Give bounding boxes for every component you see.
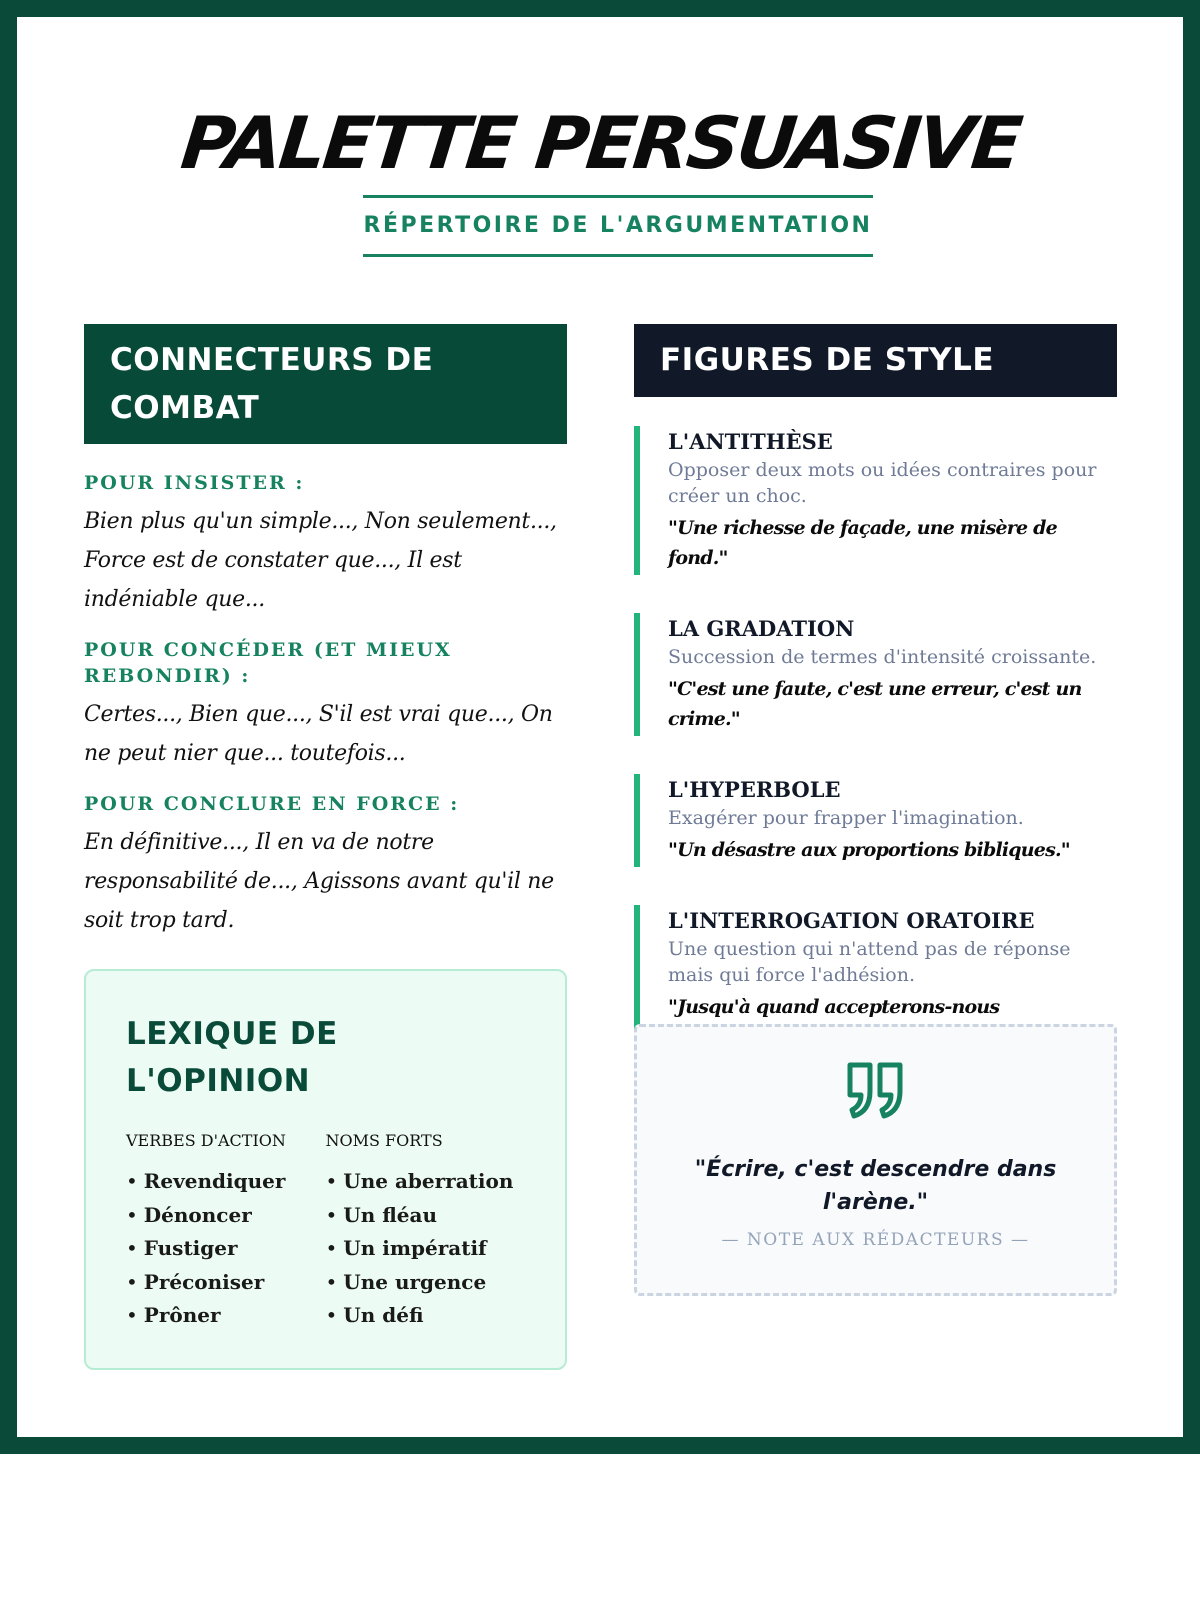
verbes-column [126, 1131, 326, 1333]
list-item: • Un impératif [326, 1232, 526, 1266]
figure-item [634, 774, 1117, 867]
figure-example: "C'est une faute, c'est une erreur, c'est un crime." [668, 678, 1082, 730]
connecteur-label: POUR INSISTER : [84, 472, 305, 494]
list-item: • Préconiser [126, 1266, 326, 1300]
figure-item [634, 426, 1117, 575]
figures-heading: FIGURES DE STYLE [634, 324, 1117, 397]
list-item: • Un fléau [326, 1199, 526, 1233]
list-item: • Une urgence [326, 1266, 526, 1300]
connecteur-text: Certes..., Bien que..., S'il est vrai que..., On ne peut nier que... toutefois... [84, 702, 553, 766]
figure-description: Opposer deux mots ou idées contraires pour créer un choc. [668, 459, 1097, 507]
list-item: • Une aberration [326, 1165, 526, 1199]
figure-item [634, 613, 1117, 736]
figure-description: Exagérer pour frapper l'imagination. [668, 807, 1024, 829]
list-item: • Revendiquer [126, 1165, 326, 1199]
connecteur-text: Bien plus qu'un simple..., Non seulement..., Force est de constater que..., Il est indéniable que... [84, 509, 557, 612]
list-item: • Dénoncer [126, 1199, 326, 1233]
lexique-card [84, 969, 567, 1370]
noms-column [326, 1131, 526, 1333]
connecteur-label: POUR CONCÉDER (ET MIEUX REBONDIR) : [84, 639, 452, 687]
list-item: • Prôner [126, 1299, 326, 1333]
note-credit: — NOTE AUX RÉDACTEURS — [721, 1230, 1030, 1250]
noms-heading: NOMS FORTS [325, 1131, 443, 1150]
connecteur-group [84, 637, 567, 773]
figure-example: "Un désastre aux proportions bibliques." [668, 839, 1070, 861]
figure-title: LA GRADATION [668, 616, 855, 641]
figure-description: Succession de termes d'intensité croissante. [668, 646, 1097, 668]
figure-description: Une question qui n'attend pas de réponse mais qui force l'adhésion. [668, 938, 1071, 986]
list-item: • Fustiger [126, 1232, 326, 1266]
connecteurs-heading: CONNECTEURS DE COMBAT [84, 324, 567, 444]
quote-icon [637, 1061, 1114, 1119]
figure-example: "Une richesse de façade, une misère de fond." [668, 517, 1057, 569]
figures-section [634, 324, 1117, 1092]
editor-note-card [634, 1024, 1117, 1296]
connecteur-group [84, 470, 567, 619]
page-title: PALETTE PERSUASIVE [176, 101, 1024, 185]
page-subtitle: RÉPERTOIRE DE L'ARGUMENTATION [363, 195, 873, 257]
figure-title: L'INTERROGATION ORATOIRE [668, 908, 1035, 933]
connecteurs-section [84, 324, 567, 958]
verbes-heading: VERBES D'ACTION [126, 1131, 286, 1150]
connecteur-group [84, 791, 567, 940]
figure-title: L'ANTITHÈSE [668, 429, 833, 454]
list-item: • Un défi [326, 1299, 526, 1333]
figure-title: L'HYPERBOLE [668, 777, 841, 802]
connecteur-text: En définitive..., Il en va de notre responsabilité de..., Agissons avant qu'il ne soit trop tard. [84, 830, 554, 933]
connecteur-label: POUR CONCLURE EN FORCE : [84, 793, 460, 815]
figure-example: "Jusqu'à quand accepterons-nous [668, 996, 1000, 1018]
lexique-title: LEXIQUE DE L'OPINION [126, 1016, 338, 1099]
note-quote: "Écrire, c'est descendre dans l'arène." [694, 1157, 1057, 1215]
